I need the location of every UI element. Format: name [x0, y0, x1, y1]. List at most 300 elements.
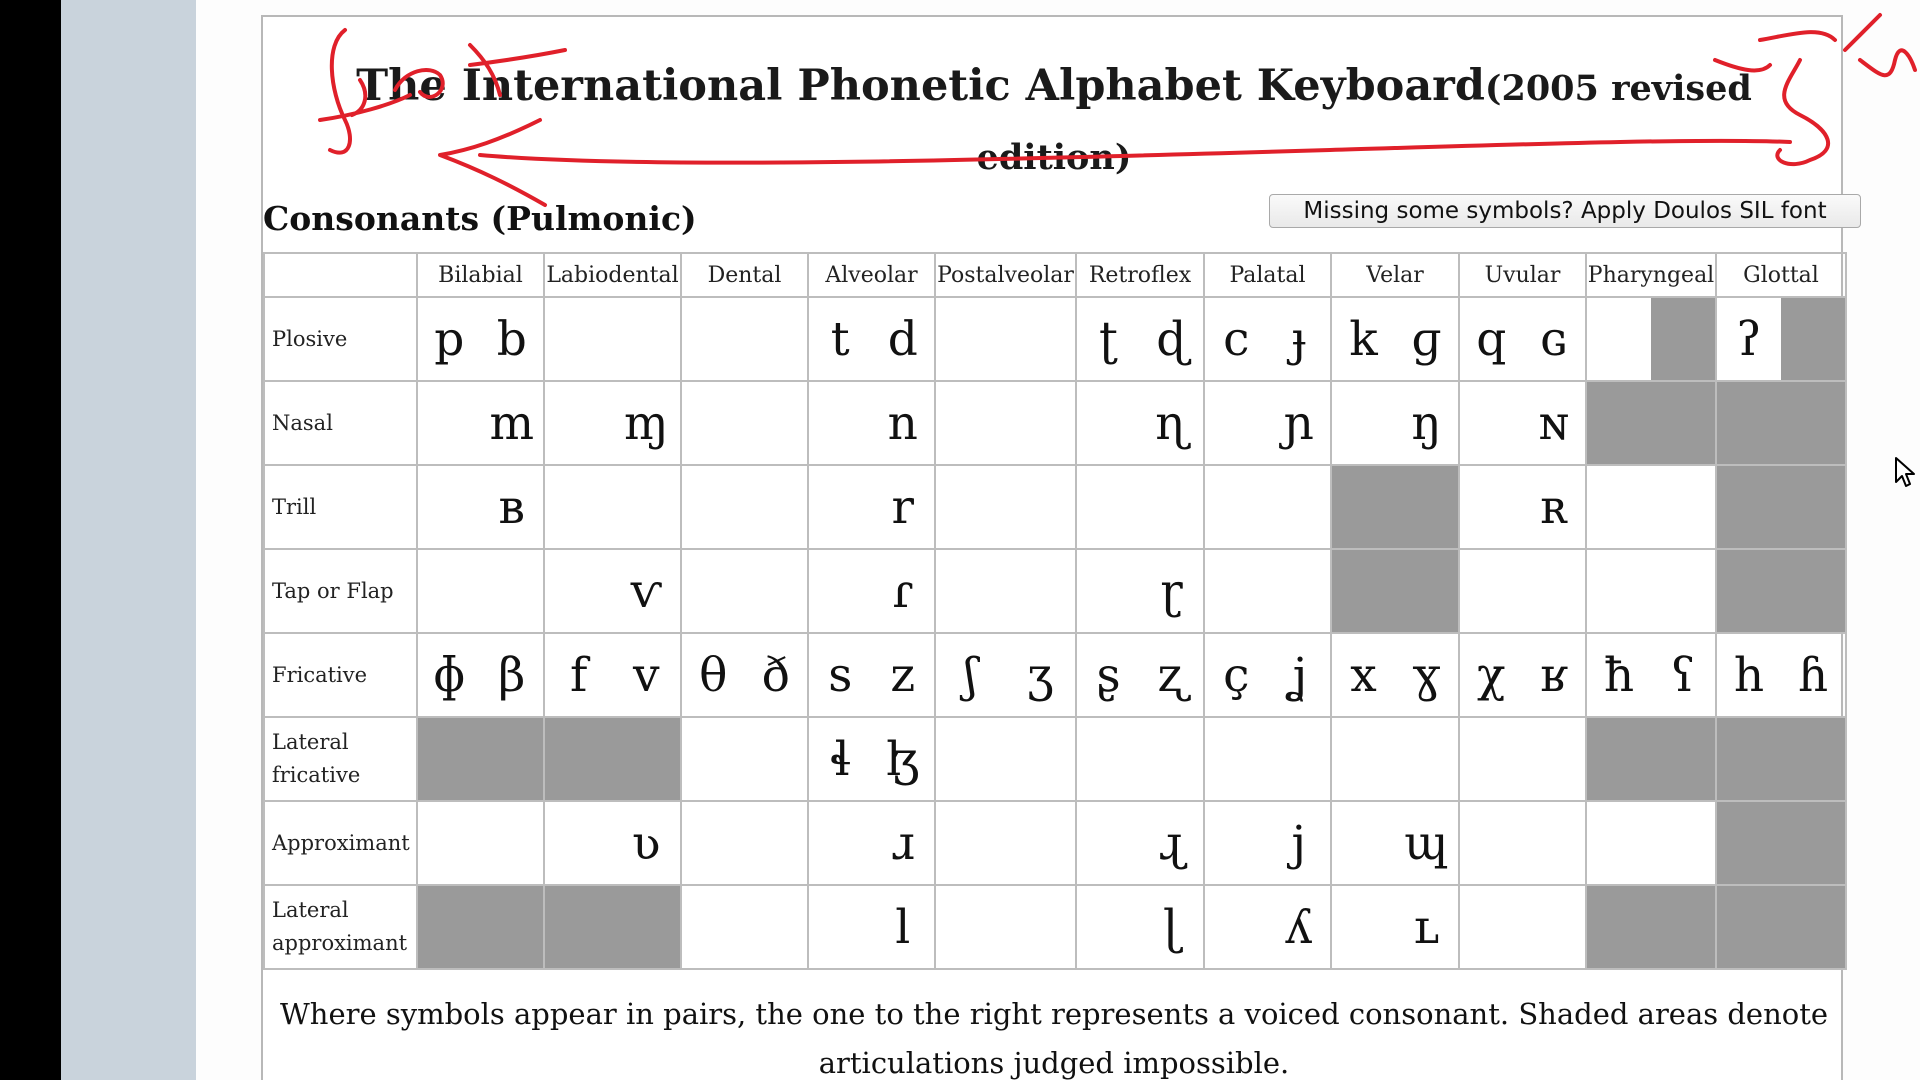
- empty-slot: [545, 298, 613, 380]
- empty-slot: [1460, 466, 1523, 548]
- empty-slot: [1460, 550, 1523, 632]
- symbol-cell: [1204, 633, 1331, 717]
- empty-slot: [936, 802, 1006, 884]
- ipa-symbol-key[interactable]: ʐ: [1157, 647, 1186, 703]
- ipa-symbol-key[interactable]: ʝ: [1290, 647, 1308, 703]
- ipa-symbol-key[interactable]: ɾ: [892, 563, 914, 619]
- ipa-symbol-key[interactable]: ʒ: [1026, 647, 1054, 703]
- symbol-cell: [681, 465, 808, 549]
- empty-slot: [1077, 718, 1140, 800]
- empty-slot: [1651, 550, 1715, 632]
- ipa-symbol-key[interactable]: ɦ: [1797, 647, 1829, 703]
- symbol-pair: [682, 718, 807, 800]
- empty-slot: [1205, 886, 1268, 968]
- symbol-cell: [1076, 885, 1204, 969]
- symbol-cell: [1586, 633, 1716, 717]
- empty-slot: [1460, 382, 1523, 464]
- symbol-cell: [681, 549, 808, 633]
- ipa-symbol-key[interactable]: ɱ: [623, 395, 669, 451]
- symbol-pair: [809, 550, 934, 632]
- ipa-symbol-key[interactable]: q: [1476, 311, 1507, 367]
- shaded-half: [1651, 298, 1715, 380]
- header-corner: [264, 253, 417, 297]
- ipa-symbol-key[interactable]: d: [887, 311, 918, 367]
- ipa-symbol-key[interactable]: ɡ: [1411, 311, 1442, 367]
- empty-slot: [1332, 886, 1395, 968]
- table-row: [264, 297, 1846, 381]
- empty-slot: [1006, 886, 1076, 968]
- symbol-pair: [418, 634, 543, 716]
- page-title: [273, 53, 1835, 191]
- empty-slot: [1077, 802, 1140, 884]
- empty-slot: [936, 550, 1006, 632]
- symbol-cell: [1716, 297, 1846, 381]
- symbol-pair: [1460, 550, 1585, 632]
- ipa-symbol-key[interactable]: ŋ: [1411, 395, 1442, 451]
- ipa-symbol-key[interactable]: ð: [761, 647, 790, 703]
- ipa-symbol-key[interactable]: x: [1350, 647, 1377, 703]
- symbol-pair: [936, 802, 1075, 884]
- ipa-symbol-key[interactable]: ɣ: [1412, 647, 1441, 703]
- empty-slot: [936, 466, 1006, 548]
- symbol-pair: [545, 298, 680, 380]
- symbol-pair: [545, 382, 680, 464]
- section-heading: Consonants (Pulmonic): [263, 199, 697, 238]
- symbol-pair: [1332, 634, 1458, 716]
- empty-slot: [1587, 802, 1651, 884]
- web-page: [196, 0, 1920, 1080]
- symbol-pair: [1077, 298, 1203, 380]
- row-label: Approximant: [264, 801, 417, 885]
- row-label-line: fricative: [272, 763, 361, 787]
- symbol-cell: [1459, 633, 1586, 717]
- shaded-cell: [544, 885, 681, 969]
- symbol-pair: [1460, 718, 1585, 800]
- symbol-cell: [1459, 885, 1586, 969]
- symbol-pair: [682, 802, 807, 884]
- ipa-symbol-key[interactable]: ʁ: [1540, 647, 1568, 703]
- column-header: Palatal: [1204, 253, 1331, 297]
- empty-slot: [1006, 298, 1076, 380]
- symbol-cell: [1204, 465, 1331, 549]
- empty-slot: [1006, 550, 1076, 632]
- shaded-cell: [417, 717, 544, 801]
- row-label: Fricative: [264, 633, 417, 717]
- empty-slot: [1205, 550, 1268, 632]
- ipa-symbol-key[interactable]: ɻ: [1158, 815, 1185, 871]
- shaded-cell: [1331, 549, 1459, 633]
- footnote: Where symbols appear in pairs, the one to the right represents a voiced consonant. Shaded areas denote articulations judged impossible.: [279, 997, 1829, 1080]
- empty-slot: [682, 382, 745, 464]
- ipa-symbol-key[interactable]: b: [496, 311, 527, 367]
- symbol-cell: [417, 549, 544, 633]
- symbol-pair: [1717, 634, 1845, 716]
- ipa-symbol-key[interactable]: m: [489, 395, 535, 451]
- symbol-pair: [1587, 298, 1715, 380]
- symbol-pair: [809, 802, 934, 884]
- symbol-pair: [682, 466, 807, 548]
- column-header: Uvular: [1459, 253, 1586, 297]
- symbol-pair: [418, 382, 543, 464]
- page-title-sub: (2005 revised edition): [976, 68, 1752, 178]
- empty-slot: [1587, 466, 1651, 548]
- column-header: Velar: [1331, 253, 1459, 297]
- ipa-symbol-key[interactable]: ʃ: [964, 647, 978, 703]
- empty-slot: [809, 802, 872, 884]
- empty-slot: [1523, 550, 1586, 632]
- ipa-symbol-key[interactable]: ɸ: [432, 647, 466, 703]
- ipa-symbol-key[interactable]: ʈ: [1099, 311, 1118, 367]
- ipa-symbol-key[interactable]: ʂ: [1096, 647, 1121, 703]
- empty-slot: [1523, 886, 1586, 968]
- symbol-pair: [545, 802, 680, 884]
- symbol-cell: [417, 297, 544, 381]
- symbol-pair: [418, 466, 543, 548]
- empty-slot: [745, 718, 808, 800]
- empty-slot: [809, 550, 872, 632]
- empty-slot: [682, 298, 745, 380]
- symbol-cell: [544, 549, 681, 633]
- row-label: Trill: [264, 465, 417, 549]
- table-row: [264, 549, 1846, 633]
- empty-slot: [1587, 298, 1651, 380]
- column-header: Glottal: [1716, 253, 1846, 297]
- symbol-cell: [808, 465, 935, 549]
- symbol-cell: [1076, 381, 1204, 465]
- symbol-pair: [1077, 466, 1203, 548]
- ipa-symbol-key[interactable]: c: [1223, 311, 1250, 367]
- empty-slot: [682, 802, 745, 884]
- ipa-symbol-key[interactable]: ɖ: [1156, 311, 1187, 367]
- symbol-pair: [682, 886, 807, 968]
- table-body: [264, 297, 1846, 969]
- empty-slot: [481, 802, 544, 884]
- symbol-cell: [1586, 549, 1716, 633]
- symbol-pair: [936, 382, 1075, 464]
- empty-slot: [1587, 550, 1651, 632]
- empty-slot: [1523, 802, 1586, 884]
- empty-slot: [745, 886, 808, 968]
- symbol-pair: [682, 382, 807, 464]
- symbol-cell: [1331, 297, 1459, 381]
- symbol-cell: [935, 549, 1076, 633]
- symbol-cell: [1331, 717, 1459, 801]
- ipa-symbol-key[interactable]: p: [434, 311, 465, 367]
- row-label: Plosive: [264, 297, 417, 381]
- mouse-cursor-icon: [1894, 456, 1916, 488]
- apply-font-button[interactable]: Missing some symbols? Apply Doulos SIL font: [1269, 194, 1861, 228]
- ipa-symbol-key[interactable]: t: [830, 311, 850, 367]
- ipa-symbol-key[interactable]: ɹ: [890, 815, 915, 871]
- symbol-pair: [1077, 634, 1203, 716]
- ipa-symbol-key[interactable]: ɲ: [1283, 395, 1314, 451]
- symbol-pair: [1460, 382, 1585, 464]
- ipa-symbol-key[interactable]: ʔ: [1736, 311, 1762, 367]
- symbol-pair: [1205, 550, 1330, 632]
- consonant-table: [263, 252, 1847, 970]
- symbol-pair: [1077, 802, 1203, 884]
- symbol-cell: [544, 381, 681, 465]
- row-label: Tap or Flap: [264, 549, 417, 633]
- symbol-pair: [418, 298, 543, 380]
- symbol-pair: [1205, 298, 1330, 380]
- empty-slot: [1395, 718, 1458, 800]
- empty-slot: [1651, 802, 1715, 884]
- shaded-cell: [1586, 381, 1716, 465]
- symbol-pair: [809, 886, 934, 968]
- symbol-pair: [936, 886, 1075, 968]
- ipa-symbol-key[interactable]: ɬ: [829, 731, 851, 787]
- ipa-symbol-key[interactable]: β: [498, 647, 526, 703]
- symbol-cell: [935, 465, 1076, 549]
- symbol-pair: [1332, 298, 1458, 380]
- symbol-cell: [1459, 297, 1586, 381]
- shaded-cell: [1716, 549, 1846, 633]
- symbol-pair: [809, 634, 934, 716]
- symbol-cell: [1204, 885, 1331, 969]
- symbol-pair: [936, 634, 1075, 716]
- empty-slot: [1460, 802, 1523, 884]
- ipa-symbol-key[interactable]: j: [1291, 815, 1307, 871]
- empty-slot: [613, 298, 681, 380]
- symbol-pair: [1587, 466, 1715, 548]
- symbol-pair: [809, 718, 934, 800]
- symbol-pair: [1460, 886, 1585, 968]
- symbol-pair: [936, 550, 1075, 632]
- empty-slot: [418, 802, 481, 884]
- symbol-pair: [809, 466, 934, 548]
- symbol-cell: [1331, 885, 1459, 969]
- empty-slot: [1140, 466, 1203, 548]
- empty-slot: [682, 886, 745, 968]
- shaded-cell: [1716, 885, 1846, 969]
- symbol-cell: [1586, 801, 1716, 885]
- empty-slot: [418, 382, 481, 464]
- empty-slot: [545, 550, 613, 632]
- ipa-symbol-key[interactable]: v: [632, 647, 660, 703]
- shaded-cell: [1716, 717, 1846, 801]
- column-header: Retroflex: [1076, 253, 1204, 297]
- shaded-cell: [1586, 717, 1716, 801]
- empty-slot: [1268, 718, 1331, 800]
- symbol-pair: [1332, 886, 1458, 968]
- symbol-pair: [682, 298, 807, 380]
- symbol-cell: [1459, 549, 1586, 633]
- empty-slot: [1332, 382, 1395, 464]
- symbol-cell: [1076, 465, 1204, 549]
- empty-slot: [545, 802, 613, 884]
- ipa-symbol-key[interactable]: ʙ: [498, 479, 525, 535]
- empty-slot: [745, 550, 808, 632]
- empty-slot: [682, 466, 745, 548]
- symbol-cell: [544, 297, 681, 381]
- table-header-row: [264, 253, 1846, 297]
- empty-slot: [1077, 466, 1140, 548]
- symbol-cell: [1204, 297, 1331, 381]
- shaded-cell: [1716, 381, 1846, 465]
- empty-slot: [545, 466, 613, 548]
- symbol-cell: [935, 381, 1076, 465]
- empty-slot: [418, 550, 481, 632]
- shaded-cell: [1716, 801, 1846, 885]
- symbol-cell: [681, 801, 808, 885]
- symbol-pair: [682, 550, 807, 632]
- symbol-cell: [935, 885, 1076, 969]
- ipa-symbol-key[interactable]: k: [1349, 311, 1378, 367]
- ipa-symbol-key[interactable]: ʎ: [1285, 899, 1313, 955]
- ipa-symbol-key[interactable]: ç: [1223, 647, 1250, 703]
- empty-slot: [1140, 718, 1203, 800]
- ipa-symbol-key[interactable]: ɮ: [886, 731, 920, 787]
- empty-slot: [1460, 718, 1523, 800]
- symbol-pair: [1077, 886, 1203, 968]
- symbol-pair: [1077, 550, 1203, 632]
- ipa-symbol-key[interactable]: ʕ: [1670, 647, 1696, 703]
- ipa-symbol-key[interactable]: ʟ: [1413, 899, 1440, 955]
- empty-slot: [936, 886, 1006, 968]
- column-header: Labiodental: [544, 253, 681, 297]
- ipa-keyboard-panel: [261, 15, 1843, 1080]
- symbol-pair: [1332, 802, 1458, 884]
- symbol-cell: [1076, 801, 1204, 885]
- table-row: [264, 381, 1846, 465]
- symbol-pair: [1205, 886, 1330, 968]
- ipa-symbol-key[interactable]: ɟ: [1291, 311, 1307, 367]
- symbol-pair: [545, 634, 680, 716]
- row-label-line: Lateral: [272, 898, 349, 922]
- symbol-cell: [1716, 633, 1846, 717]
- ipa-symbol-key[interactable]: θ: [699, 647, 728, 703]
- ipa-symbol-key[interactable]: z: [890, 647, 916, 703]
- empty-slot: [936, 718, 1006, 800]
- row-label: Nasal: [264, 381, 417, 465]
- symbol-cell: [681, 885, 808, 969]
- shaded-cell: [1586, 885, 1716, 969]
- symbol-cell: [1459, 381, 1586, 465]
- empty-slot: [936, 382, 1006, 464]
- symbol-cell: [808, 381, 935, 465]
- empty-slot: [1006, 718, 1076, 800]
- empty-slot: [418, 466, 481, 548]
- symbol-cell: [935, 801, 1076, 885]
- symbol-cell: [808, 297, 935, 381]
- column-header: Dental: [681, 253, 808, 297]
- symbol-cell: [1204, 381, 1331, 465]
- empty-slot: [1006, 466, 1076, 548]
- ipa-symbol-key[interactable]: ɰ: [1404, 815, 1449, 871]
- symbol-pair: [1205, 802, 1330, 884]
- ipa-symbol-key[interactable]: ɭ: [1162, 899, 1181, 955]
- column-header: Postalveolar: [935, 253, 1076, 297]
- symbol-cell: [1204, 717, 1331, 801]
- symbol-cell: [1204, 549, 1331, 633]
- empty-slot: [613, 466, 681, 548]
- symbol-pair: [545, 466, 680, 548]
- shaded-cell: [544, 717, 681, 801]
- symbol-pair: [1205, 718, 1330, 800]
- ipa-symbol-key[interactable]: r: [891, 479, 914, 535]
- symbol-pair: [418, 550, 543, 632]
- symbol-cell: [1331, 801, 1459, 885]
- row-label-line: approximant: [272, 931, 408, 955]
- ipa-symbol-key[interactable]: h: [1733, 647, 1765, 703]
- symbol-cell: [544, 465, 681, 549]
- symbol-pair: [1077, 382, 1203, 464]
- symbol-pair: [1205, 466, 1330, 548]
- shaded-half: [1781, 298, 1845, 380]
- symbol-pair: [809, 298, 934, 380]
- empty-slot: [1205, 802, 1268, 884]
- row-label: [264, 717, 417, 801]
- empty-slot: [1205, 382, 1268, 464]
- ipa-symbol-key[interactable]: ⱱ: [630, 563, 662, 619]
- symbol-cell: [1076, 297, 1204, 381]
- row-label-line: Lateral: [272, 730, 349, 754]
- empty-slot: [936, 298, 1006, 380]
- shaded-cell: [1716, 465, 1846, 549]
- ipa-symbol-key[interactable]: ɴ: [1538, 395, 1569, 451]
- symbol-cell: [417, 381, 544, 465]
- empty-slot: [1077, 550, 1140, 632]
- left-black-bar: [0, 0, 61, 1080]
- empty-slot: [745, 466, 808, 548]
- ipa-symbol-key[interactable]: ʀ: [1540, 479, 1568, 535]
- symbol-cell: [417, 465, 544, 549]
- symbol-cell: [417, 801, 544, 885]
- symbol-cell: [808, 885, 935, 969]
- symbol-pair: [682, 634, 807, 716]
- symbol-pair: [418, 802, 543, 884]
- symbol-cell: [1076, 549, 1204, 633]
- empty-slot: [745, 298, 808, 380]
- symbol-pair: [1460, 634, 1585, 716]
- empty-slot: [809, 382, 872, 464]
- ipa-symbol-key[interactable]: f: [570, 647, 588, 703]
- empty-slot: [1268, 550, 1331, 632]
- empty-slot: [1006, 382, 1076, 464]
- column-header: Bilabial: [417, 253, 544, 297]
- symbol-pair: [1587, 550, 1715, 632]
- symbol-pair: [936, 298, 1075, 380]
- symbol-pair: [1332, 382, 1458, 464]
- ipa-symbol-key[interactable]: l: [895, 899, 911, 955]
- symbol-pair: [1460, 802, 1585, 884]
- empty-slot: [545, 382, 613, 464]
- ipa-symbol-key[interactable]: χ: [1477, 647, 1506, 703]
- ipa-symbol-key[interactable]: ʋ: [631, 815, 661, 871]
- symbol-cell: [808, 549, 935, 633]
- symbol-cell: [1586, 297, 1716, 381]
- ipa-symbol-key[interactable]: ɳ: [1155, 395, 1188, 451]
- symbol-pair: [1205, 382, 1330, 464]
- ipa-symbol-key[interactable]: ɽ: [1160, 563, 1183, 619]
- symbol-cell: [681, 381, 808, 465]
- ipa-symbol-key[interactable]: s: [828, 647, 853, 703]
- ipa-symbol-key[interactable]: ɢ: [1540, 311, 1568, 367]
- symbol-cell: [1586, 465, 1716, 549]
- ipa-symbol-key[interactable]: ħ: [1603, 647, 1635, 703]
- ipa-symbol-key[interactable]: n: [887, 395, 918, 451]
- symbol-cell: [1204, 801, 1331, 885]
- left-gutter: [61, 0, 196, 1080]
- symbol-cell: [417, 633, 544, 717]
- empty-slot: [1205, 718, 1268, 800]
- empty-slot: [1268, 466, 1331, 548]
- table-row: [264, 633, 1846, 717]
- symbol-cell: [935, 717, 1076, 801]
- empty-slot: [682, 550, 745, 632]
- empty-slot: [745, 802, 808, 884]
